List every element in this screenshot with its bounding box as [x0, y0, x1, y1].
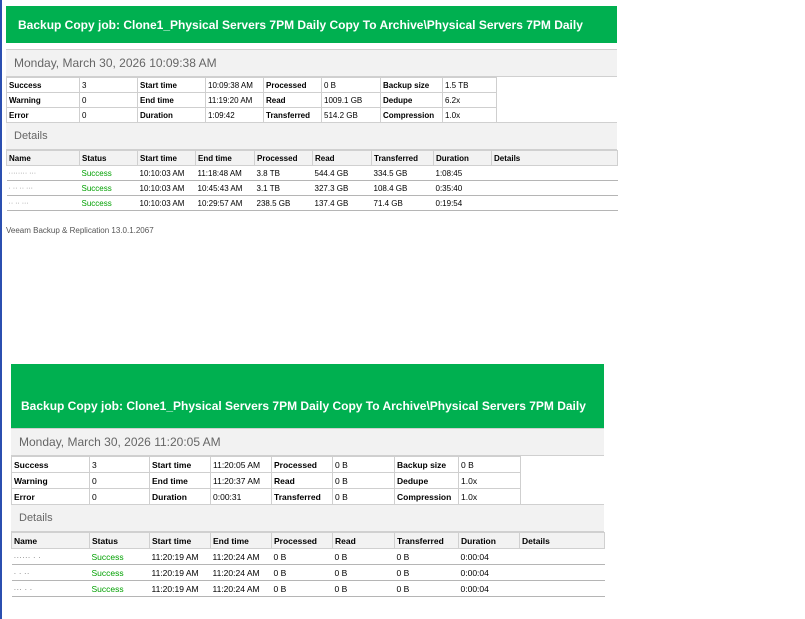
cell: 11:18:48 AM — [196, 166, 255, 181]
summary-label: Warning — [12, 473, 90, 489]
cell: 10:10:03 AM — [138, 196, 196, 211]
report-title-banner — [11, 364, 604, 428]
cell: 0 B — [333, 581, 395, 597]
summary-table — [11, 456, 521, 505]
table-row — [7, 196, 618, 211]
summary-label: Start time — [150, 457, 211, 473]
cell: 108.4 GB — [372, 181, 434, 196]
summary-value: 0 — [80, 108, 138, 123]
status-cell: Success — [90, 549, 150, 565]
report-date — [11, 428, 604, 456]
table-row — [12, 581, 605, 597]
column-header: Details — [492, 151, 618, 166]
column-header: Duration — [434, 151, 492, 166]
column-header: Name — [12, 533, 90, 549]
cell: 11:20:24 AM — [211, 581, 272, 597]
column-header: End time — [211, 533, 272, 549]
cell: 71.4 GB — [372, 196, 434, 211]
cell: 0 B — [333, 549, 395, 565]
report-2 — [11, 364, 604, 597]
window-left-edge — [0, 0, 2, 619]
summary-value: 6.2x — [443, 93, 497, 108]
table-row — [7, 166, 618, 181]
cell: 0:00:04 — [459, 581, 520, 597]
summary-value: 3 — [90, 457, 150, 473]
details-label: Details — [14, 130, 48, 142]
cell: 0 B — [395, 549, 459, 565]
summary-value: 1009.1 GB — [322, 93, 381, 108]
status-cell: Success — [80, 196, 138, 211]
status-cell: Success — [90, 581, 150, 597]
summary-value: 1.0x — [459, 473, 521, 489]
summary-value: 0 — [90, 489, 150, 505]
cell — [520, 549, 605, 565]
summary-label: Success — [12, 457, 90, 473]
status-cell: Success — [80, 181, 138, 196]
summary-label: Duration — [150, 489, 211, 505]
details-table — [11, 532, 605, 597]
report-title: Backup Copy job: Clone1_Physical Servers 7PM Daily Copy To Archive\Physical Servers 7PM Daily — [18, 17, 583, 32]
column-header: Processed — [255, 151, 313, 166]
summary-label: Duration — [138, 108, 206, 123]
table-row — [7, 181, 618, 196]
cell: 0 B — [272, 549, 333, 565]
report-date — [6, 49, 617, 77]
summary-label: Dedupe — [395, 473, 459, 489]
cell — [492, 166, 618, 181]
summary-value: 1.0x — [459, 489, 521, 505]
column-header: Start time — [150, 533, 211, 549]
table-row — [12, 549, 605, 565]
details-table — [6, 150, 618, 211]
details-heading — [6, 122, 617, 150]
status-cell: Success — [90, 565, 150, 581]
summary-label: End time — [138, 93, 206, 108]
column-header: Name — [7, 151, 80, 166]
cell: 11:20:19 AM — [150, 565, 211, 581]
cell: 10:10:03 AM — [138, 166, 196, 181]
cell: 0 B — [272, 581, 333, 597]
redacted-name: ········ ··· — [7, 166, 80, 181]
cell: 10:45:43 AM — [196, 181, 255, 196]
cell: 334.5 GB — [372, 166, 434, 181]
summary-value: 11:19:20 AM — [206, 93, 264, 108]
cell: 3.1 TB — [255, 181, 313, 196]
summary-value: 0 B — [459, 457, 521, 473]
summary-value: 0 B — [322, 78, 381, 93]
column-header: Start time — [138, 151, 196, 166]
column-header: Transferred — [395, 533, 459, 549]
summary-label: Backup size — [381, 78, 443, 93]
table-row — [12, 565, 605, 581]
redacted-name: · · ·· — [12, 565, 90, 581]
summary-value: 11:20:37 AM — [211, 473, 272, 489]
summary-label: Processed — [264, 78, 322, 93]
cell: 0 B — [395, 565, 459, 581]
summary-value: 10:09:38 AM — [206, 78, 264, 93]
column-header: Read — [333, 533, 395, 549]
summary-value: 1.5 TB — [443, 78, 497, 93]
redacted-name: ······ · · — [12, 549, 90, 565]
cell: 0:00:04 — [459, 565, 520, 581]
summary-row-error — [7, 108, 497, 123]
summary-value: 0 B — [333, 473, 395, 489]
report-title: Backup Copy job: Clone1_Physical Servers 7PM Daily Copy To Archive\Physical Servers 7PM Daily — [21, 399, 586, 413]
cell: 327.3 GB — [313, 181, 372, 196]
summary-row-error — [12, 489, 521, 505]
summary-label: Transferred — [272, 489, 333, 505]
cell: 0:19:54 — [434, 196, 492, 211]
details-header-row — [7, 151, 618, 166]
redacted-name: ·· ·· ··· — [7, 196, 80, 211]
summary-label: Compression — [381, 108, 443, 123]
summary-label: Warning — [7, 93, 80, 108]
cell: 0:00:04 — [459, 549, 520, 565]
cell: 137.4 GB — [313, 196, 372, 211]
summary-row-success — [7, 78, 497, 93]
report-date-text: Monday, March 30, 2026 10:09:38 AM — [14, 56, 217, 70]
column-header: Details — [520, 533, 605, 549]
cell: 11:20:24 AM — [211, 565, 272, 581]
report-date-text: Monday, March 30, 2026 11:20:05 AM — [19, 435, 221, 449]
cell: 11:20:24 AM — [211, 549, 272, 565]
summary-row-success — [12, 457, 521, 473]
cell: 11:20:19 AM — [150, 581, 211, 597]
report-1 — [6, 6, 617, 211]
cell — [492, 196, 618, 211]
column-header: End time — [196, 151, 255, 166]
summary-table — [6, 77, 497, 123]
cell: 238.5 GB — [255, 196, 313, 211]
column-header: Read — [313, 151, 372, 166]
summary-label: Dedupe — [381, 93, 443, 108]
cell: 0 B — [395, 581, 459, 597]
cell: 10:29:57 AM — [196, 196, 255, 211]
summary-label: Transferred — [264, 108, 322, 123]
summary-value: 1:09:42 — [206, 108, 264, 123]
cell: 11:20:19 AM — [150, 549, 211, 565]
summary-value: 0:00:31 — [211, 489, 272, 505]
column-header: Transferred — [372, 151, 434, 166]
summary-value: 0 B — [333, 457, 395, 473]
cell: 544.4 GB — [313, 166, 372, 181]
summary-label: Compression — [395, 489, 459, 505]
cell: 10:10:03 AM — [138, 181, 196, 196]
summary-label: Error — [7, 108, 80, 123]
summary-label: Backup size — [395, 457, 459, 473]
summary-label: Error — [12, 489, 90, 505]
cell: 0 B — [272, 565, 333, 581]
column-header: Status — [90, 533, 150, 549]
summary-label: Read — [272, 473, 333, 489]
details-label: Details — [19, 512, 53, 524]
cell: 1:08:45 — [434, 166, 492, 181]
report-title-banner — [6, 6, 617, 43]
details-heading — [11, 504, 604, 532]
summary-label: Start time — [138, 78, 206, 93]
cell — [492, 181, 618, 196]
summary-value: 514.2 GB — [322, 108, 381, 123]
column-header: Status — [80, 151, 138, 166]
cell: 0 B — [333, 565, 395, 581]
summary-row-warning — [7, 93, 497, 108]
summary-label: Processed — [272, 457, 333, 473]
product-version-footer: Veeam Backup & Replication 13.0.1.2067 — [6, 226, 154, 235]
cell: 0:35:40 — [434, 181, 492, 196]
summary-value: 11:20:05 AM — [211, 457, 272, 473]
summary-label: Success — [7, 78, 80, 93]
summary-row-warning — [12, 473, 521, 489]
column-header: Duration — [459, 533, 520, 549]
cell — [520, 581, 605, 597]
status-cell: Success — [80, 166, 138, 181]
cell: 3.8 TB — [255, 166, 313, 181]
summary-label: Read — [264, 93, 322, 108]
redacted-name: ··· · · — [12, 581, 90, 597]
summary-value: 1.0x — [443, 108, 497, 123]
summary-value: 0 — [80, 93, 138, 108]
summary-label: End time — [150, 473, 211, 489]
summary-value: 0 — [90, 473, 150, 489]
summary-value: 0 B — [333, 489, 395, 505]
redacted-name: · ·· ·· ··· — [7, 181, 80, 196]
cell — [520, 565, 605, 581]
summary-value: 3 — [80, 78, 138, 93]
column-header: Processed — [272, 533, 333, 549]
details-header-row — [12, 533, 605, 549]
